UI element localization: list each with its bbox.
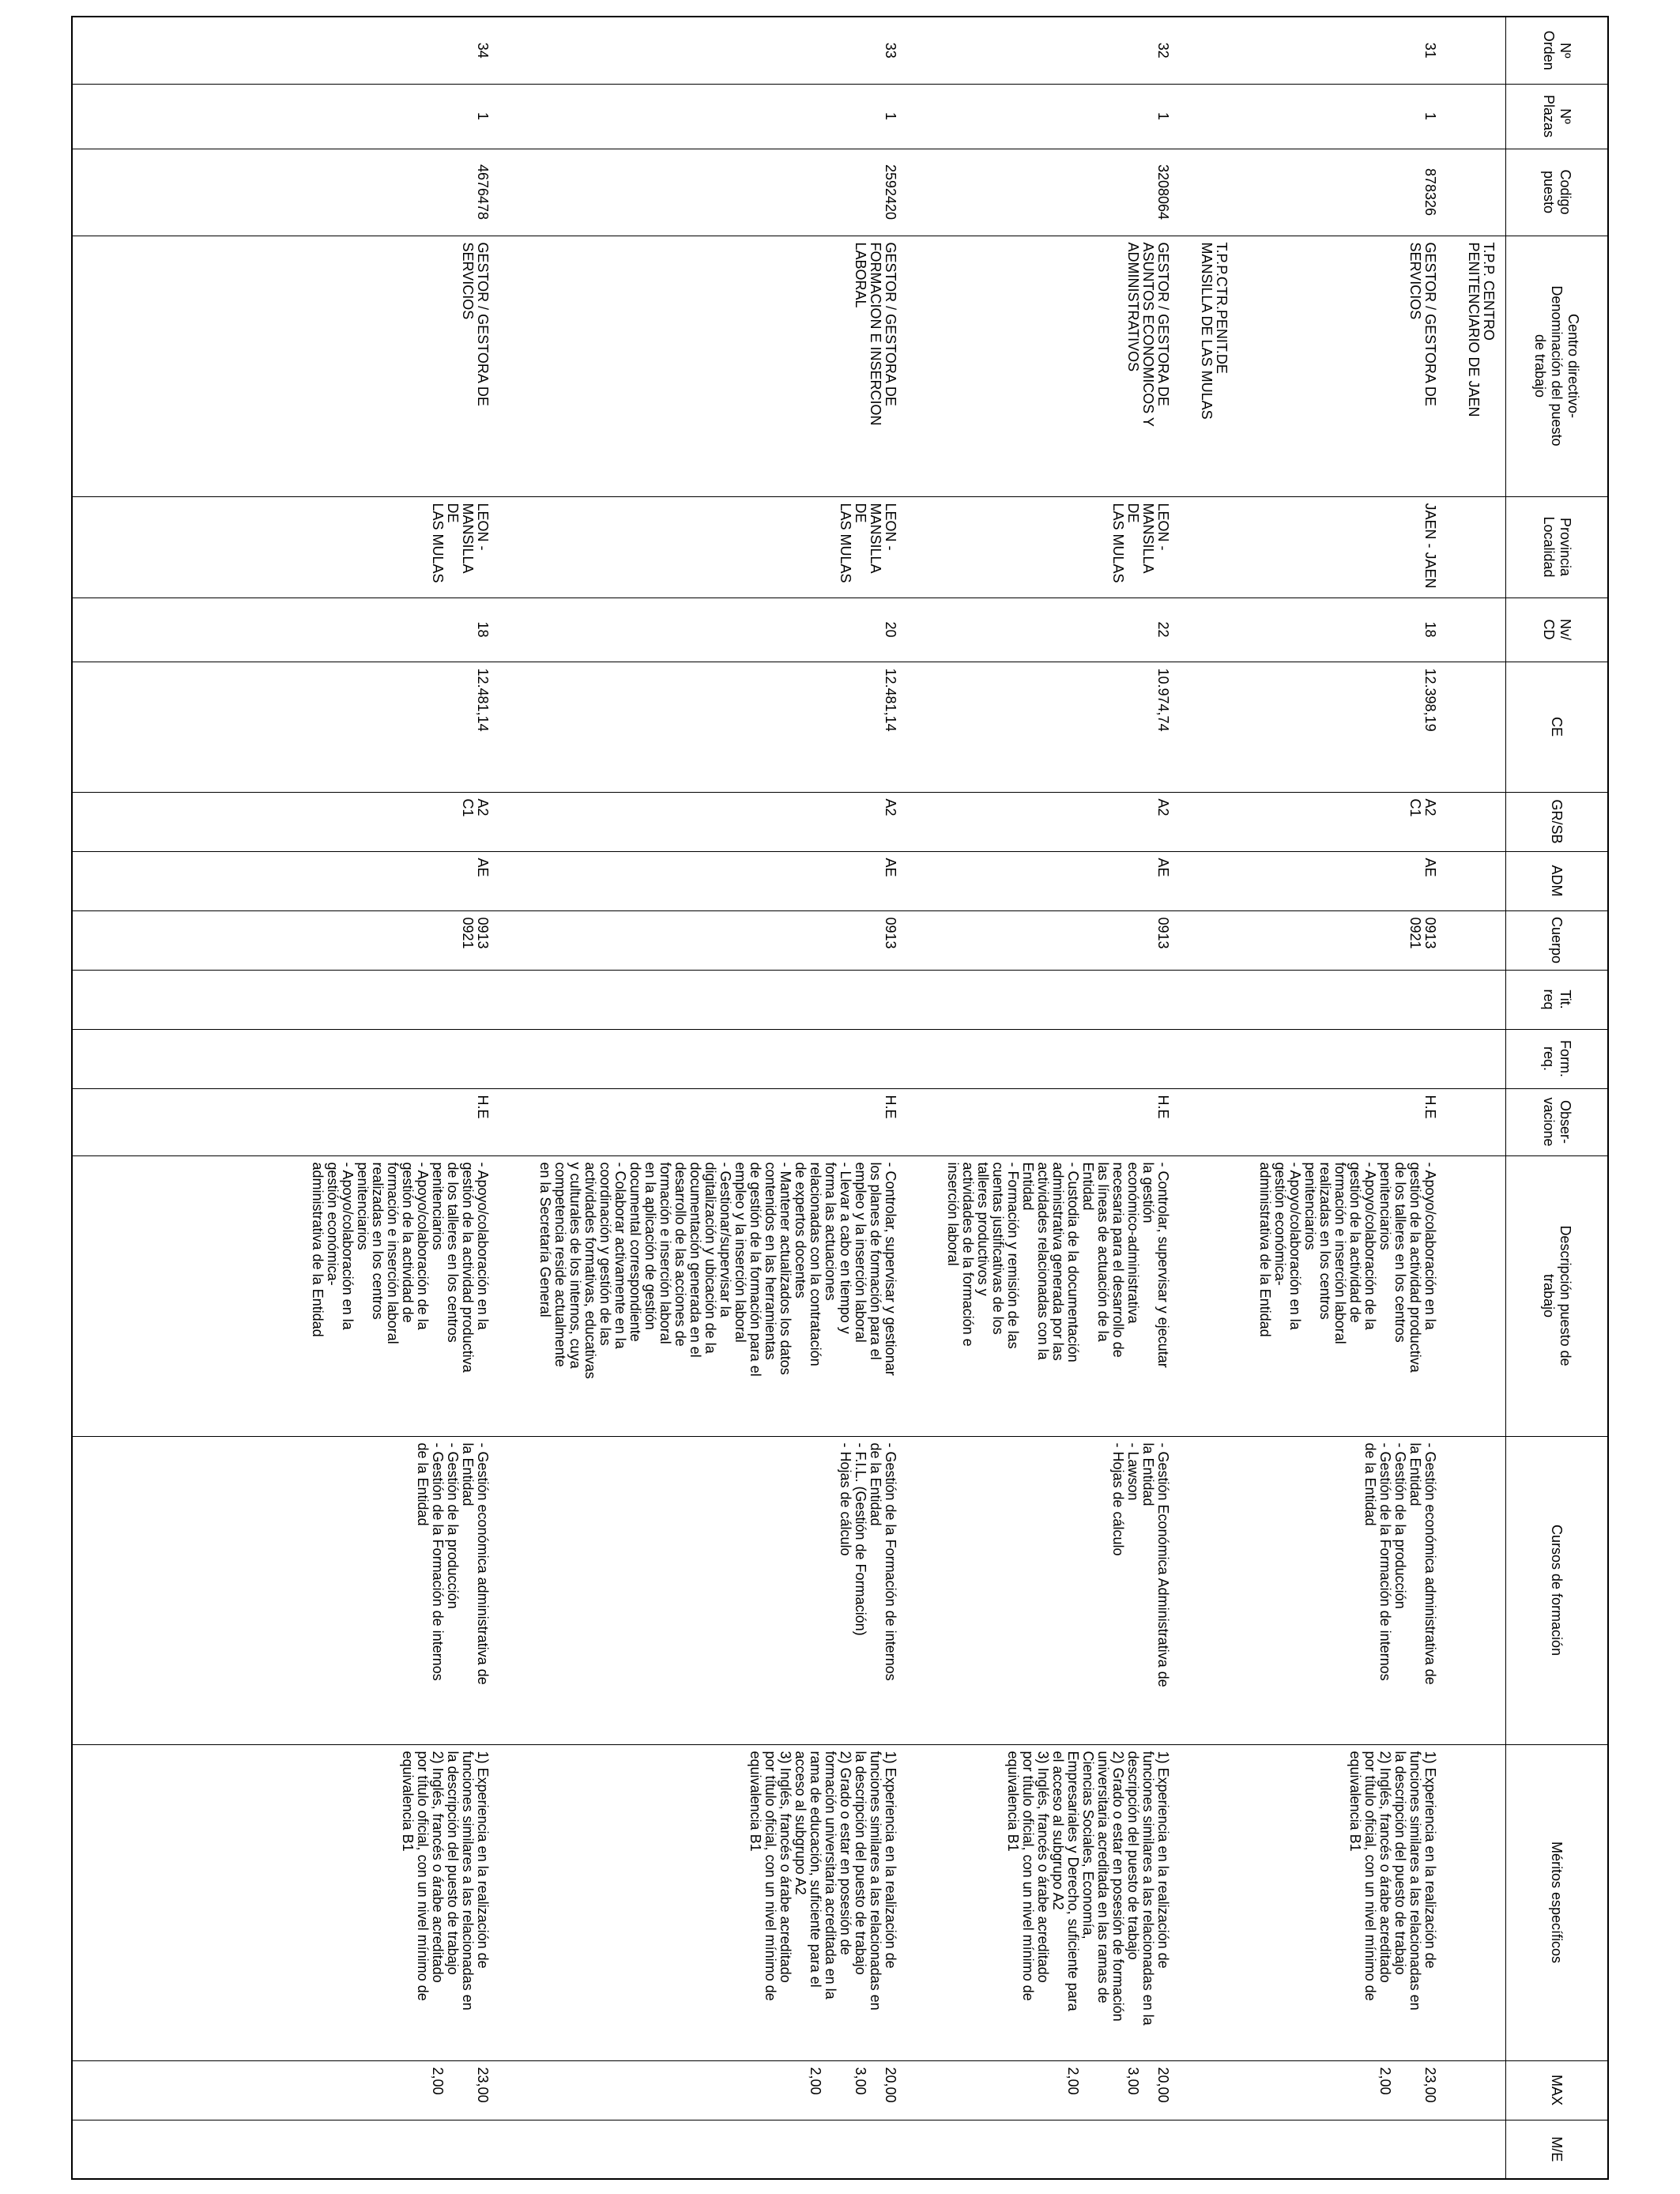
centro-header-31: T.P.P. CENTRO PENITENCIARIO DE JAEN [1466,236,1506,496]
grsb: A2 [518,792,926,851]
header-obs: Obser- vacione [1506,1088,1609,1155]
plazas: 1 [926,84,1199,149]
codigo: 3208064 [926,149,1199,236]
codigo: 2592420 [518,149,926,236]
centro-header-32: T.P.P.CTR.PENIT.DE MANSILLA DE LAS MULAS [1199,236,1238,496]
form [926,1029,1199,1088]
grsb: A2 C1 [1238,792,1466,851]
plazas: 1 [1238,84,1466,149]
rotated-page [71,16,1609,2178]
meritos: 1) Experiencia en la realización de funciones similares a las relacionadas en la descripción del puesto de trabajo 2) Grado o estar en posesión de formación universitaria acreditada en las ramas de Ciencias Sociales, Economía, Empresariales y Derecho, suficiente para el acceso al subgrupo A2 3) Inglés, francés o árabe acreditado por título oficial, con un nivel mínimo de equivalencia B1 [926,1744,1199,2060]
provincia: LEON - MANSILLA DE LAS MULAS [72,496,518,598]
max: 23,00 2,00 [72,2060,518,2120]
denominacion: GESTOR / GESTORA DE SERVICIOS [1238,236,1466,496]
header-provincia: Provincia Localidad [1506,496,1609,598]
adm: AE [518,851,926,910]
header-codigo: Codigo puesto [1506,149,1609,236]
obs: H.E [72,1088,518,1155]
tit [1238,970,1466,1029]
denominacion: GESTOR / GESTORA DE ASUNTOS ECONOMICOS Y ADMINISTRATIVOS [926,236,1199,496]
header-meritos: Méritos específicos [1506,1744,1609,2060]
orden: 33 [518,17,926,84]
meritos: 1) Experiencia en la realización de funciones similares a las relacionadas en la descripción del puesto de trabajo 2) Grado o estar en posesión de formación universitaria acreditada en la rama de educación, suficiente para el acceso al subgrupo A2 3) Inglés, francés o árabe acreditado por título oficial, con un nivel mínimo de equivalencia B1 [518,1744,926,2060]
nivel: 18 [72,598,518,662]
codigo: 4676478 [72,149,518,236]
ce: 12.481,14 [518,662,926,792]
vacancy-table [71,16,1609,2180]
max: 20,00 3,00 2,00 [926,2060,1199,2120]
centro-header-row-32 [1199,17,1238,2179]
header-centro: Centro directivo- Denominación del puesto de trabajo [1506,236,1609,496]
ce: 10.974,74 [926,662,1199,792]
denominacion: GESTOR / GESTORA DE FORMACION E INSERCION LABORAL [518,236,926,496]
tit [926,970,1199,1029]
meritos: 1) Experiencia en la realización de funciones similares a las relacionadas en la descripción del puesto de trabajo 2) Inglés, francés o árabe acreditado por título oficial, con un nivel mínimo de equivalencia B1 [1238,1744,1466,2060]
table-row [72,17,518,2179]
header-adm: ADM [1506,851,1609,910]
header-grsb: GR/SB [1506,792,1609,851]
cursos: - Gestión económica administrativa de la Entidad - Gestión de la producción - Gestión de la Formación de internos de la Entidad [1238,1436,1466,1744]
codigo: 878326 [1238,149,1466,236]
orden: 32 [926,17,1199,84]
form [72,1029,518,1088]
nivel: 22 [926,598,1199,662]
form [1238,1029,1466,1088]
denominacion: GESTOR / GESTORA DE SERVICIOS [72,236,518,496]
provincia: JAEN - JAEN [1238,496,1466,598]
descripcion: - Apoyo/colaboración en la gestión de la actividad productiva de los talleres en los centros penitenciarios - Apoyo/colaboración de la gestión de la actividad de formación e inserción laboral realizadas en los centros penitenciarios - Apoyo/colaboración en la gestión económica- administrativa de la Entidad [1238,1155,1466,1436]
orden: 34 [72,17,518,84]
header-tit: Tit. req [1506,970,1609,1029]
table-row [1238,17,1466,2179]
adm: AE [1238,851,1466,910]
nivel: 20 [518,598,926,662]
ce: 12.398,19 [1238,662,1466,792]
table-row [518,17,926,2179]
tit [72,970,518,1029]
max: 20,00 3,00 2,00 [518,2060,926,2120]
plazas: 1 [72,84,518,149]
descripcion: - Controlar, supervisar y ejecutar la gestión económico-administrativa necesaria para el desarrollo de las líneas de actuación de la Entidad - Custodia de la documentación administrativa generada por las actividades relacionadas con la Entidad - Formación y remisión de las cuentas justificativas de los talleres productivos y actividades de la formación e inserción laboral [926,1155,1199,1436]
me [926,2120,1199,2179]
cursos: - Gestión de la Formación de internos de la Entidad - F.I.L. (Gestión de Formación) - Hojas de cálculo [518,1436,926,1744]
cuerpo: 0913 0921 [72,910,518,970]
header-descripcion: Descripción puesto de trabajo [1506,1155,1609,1436]
header-row [1506,17,1609,2179]
me [72,2120,518,2179]
tit [518,970,926,1029]
provincia: LEON - MANSILLA DE LAS MULAS [926,496,1199,598]
adm: AE [72,851,518,910]
cuerpo: 0913 0921 [1238,910,1466,970]
grsb: A2 C1 [72,792,518,851]
cuerpo: 0913 [518,910,926,970]
me [1238,2120,1466,2179]
max: 23,00 2,00 [1238,2060,1466,2120]
adm: AE [926,851,1199,910]
orden: 31 [1238,17,1466,84]
obs: H.E [1238,1088,1466,1155]
header-ce: CE [1506,662,1609,792]
centro-header-row-31 [1466,17,1506,2179]
ce: 12.481,14 [72,662,518,792]
cursos: - Gestión Económica Administrativa de la Entidad - Lawson - Hojas de cálculo [926,1436,1199,1744]
obs: H.E [518,1088,926,1155]
descripcion: - Controlar, supervisar y gestionar los planes de formación para el empleo y la inserción laboral - Llevar a cabo en tiempo y forma las actuaciones relacionadas con la contratación de expertos docentes - Mantener actualizados los datos contenidos en las herramientas de gestión de la formación para el empleo y la inserción laboral - Gestionar/supervisar la digitalización y ubicación de la documentación generada en el desarrollo de las acciones de formación e inserción laboral en la aplicación de gestión documental correspondiente - Colaborar activamente en la coordinación y gestión de las actividades formativas, educativas y culturales de los internos, cuya competencia reside actualmente en la Secretaría General [518,1155,926,1436]
header-nivel: Nv/ CD [1506,598,1609,662]
form [518,1029,926,1088]
header-orden: Nº Orden [1506,17,1609,84]
cursos: - Gestión económica administrativa de la Entidad - Gestión de la producción - Gestión de la Formación de internos de la Entidad [72,1436,518,1744]
cuerpo: 0913 [926,910,1199,970]
header-cursos: Cursos de formación [1506,1436,1609,1744]
header-cuerpo: Cuerpo [1506,910,1609,970]
meritos: 1) Experiencia en la realización de funciones similares a las relacionadas en la descripción del puesto de trabajo 2) Inglés, francés o árabe acreditado por título oficial, con un nivel mínimo de equivalencia B1 [72,1744,518,2060]
plazas: 1 [518,84,926,149]
nivel: 18 [1238,598,1466,662]
provincia: LEON - MANSILLA DE LAS MULAS [518,496,926,598]
obs: H.E [926,1088,1199,1155]
header-plazas: Nº Plazas [1506,84,1609,149]
header-me: M/E [1506,2120,1609,2179]
descripcion: - Apoyo/colaboración en la gestión de la actividad productiva de los talleres en los centros penitenciarios - Apoyo/colaboración de la gestión de la actividad de formación e inserción laboral realizadas en los centros penitenciarios - Apoyo/colaboración en la gestión económica- administrativa de la Entidad [72,1155,518,1436]
header-max: MAX [1506,2060,1609,2120]
table-row [926,17,1199,2179]
me [518,2120,926,2179]
header-form: Form. req. [1506,1029,1609,1088]
grsb: A2 [926,792,1199,851]
